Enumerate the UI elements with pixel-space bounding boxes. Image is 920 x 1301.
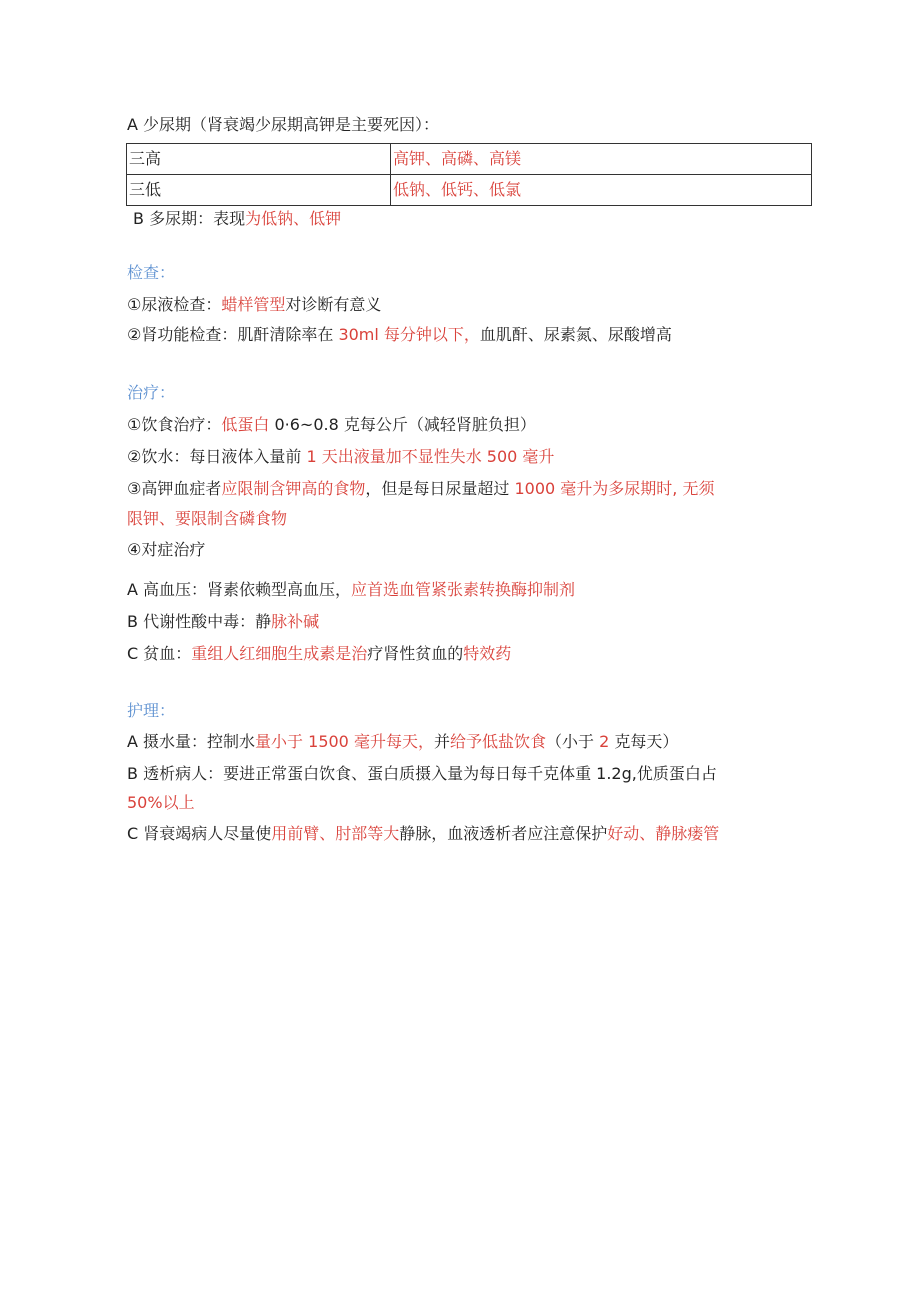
oliguria-title: A 少尿期（肾衰竭少尿期高钾是主要死因）： (127, 115, 440, 134)
polyuria-line (133, 208, 341, 230)
nursing-intake-highlight2: 给予低盐饮食 (449, 732, 546, 751)
exam-urine-prefix: ①尿液检查： (127, 295, 222, 314)
treatment-diet-prefix: ①饮食治疗： (127, 415, 222, 434)
nursing-intake-highlight1: 量小于 1500 毫升每天， (255, 732, 434, 751)
treatment-symptomatic: ④对症治疗 (127, 540, 206, 559)
treatment-diet-highlight: 低蛋白 (221, 415, 270, 434)
treatment-acidosis-highlight: 脉补碱 (271, 612, 320, 631)
treatment-diet-line (127, 414, 536, 436)
nursing-intake-suffix: （小于 (545, 732, 600, 751)
table-row (127, 144, 812, 175)
treatment-water-prefix: ②饮水：每日液体入量前 (127, 447, 307, 466)
treatment-potassium-prefix: ③高钾血症者 (127, 479, 222, 498)
nursing-veins-middle: 静脉，血液透析者应注意保护 (399, 824, 608, 843)
treatment-anemia-line (127, 643, 511, 665)
nursing-dialysis-line: B 透析病人：要进正常蛋白饮食、蛋白质摄入量为每日每千克体重 1.2g,优质蛋白占 (127, 764, 717, 783)
treatment-anemia-highlight2: 特效药 (463, 644, 512, 663)
nursing-heading: 护理： (127, 701, 176, 720)
treatment-diet-suffix: 0·6~0.8 克每公斤（减轻肾脏负担） (269, 415, 536, 434)
polyuria-highlight: 为低钠、低钾 (245, 209, 342, 228)
exam-renal-highlight: 30ml 每分钟以下， (338, 325, 480, 344)
treatment-anemia-prefix: C 贫血： (127, 644, 192, 663)
table-cell-value: 高钾、高磷、高镁 (391, 144, 812, 175)
nursing-veins-highlight2: 好动、静脉瘘管 (607, 824, 720, 843)
treatment-water-highlight: 1 天出液量加不显性失水 500 毫升 (306, 447, 555, 466)
treatment-potassium-middle: ，但是每日尿量超过 (365, 479, 515, 498)
treatment-potassium-line (127, 478, 714, 500)
symptom-table (126, 143, 812, 206)
treatment-potassium-highlight2: 1000 毫升为多尿期时, 无须 (514, 479, 715, 498)
table-cell-value: 低钠、低钙、低氯 (391, 175, 812, 206)
nursing-veins-prefix: C 肾衰竭病人尽量使 (127, 824, 272, 843)
nursing-intake-highlight3: 2 (599, 732, 610, 751)
exam-heading: 检查： (127, 263, 176, 282)
treatment-potassium-highlight1: 应限制含钾高的食物 (221, 479, 366, 498)
table-cell-label: 三低 (127, 175, 391, 206)
treatment-anemia-highlight1: 重组人红细胞生成素是治 (191, 644, 368, 663)
nursing-dialysis-line2: 50%以上 (127, 793, 195, 812)
treatment-anemia-middle: 疗肾性贫血的 (367, 644, 464, 663)
exam-urine-highlight: 蜡样管型 (221, 295, 286, 314)
table-row (127, 175, 812, 206)
nursing-intake-suffix2: 克每天） (609, 732, 679, 751)
treatment-water-line (127, 446, 554, 468)
exam-urine-line (127, 294, 381, 316)
treatment-acidosis-line (127, 611, 319, 633)
nursing-veins-line (127, 823, 719, 845)
nursing-veins-highlight1: 用前臂、肘部等大 (271, 824, 400, 843)
treatment-hypertension-prefix: A 高血压：肾素依赖型高血压， (127, 580, 352, 599)
table-cell-label: 三高 (127, 144, 391, 175)
treatment-hypertension-highlight: 应首选血管紧张素转换酶抑制剂 (351, 580, 576, 599)
exam-urine-suffix: 对诊断有意义 (285, 295, 382, 314)
treatment-hypertension-line (127, 579, 575, 601)
treatment-potassium-line2: 限钾、要限制含磷食物 (127, 509, 288, 528)
exam-renal-suffix: 血肌酐、尿素氮、尿酸增高 (479, 325, 672, 344)
nursing-intake-middle: 并 (433, 732, 450, 751)
nursing-intake-line (127, 731, 678, 753)
exam-renal-line (127, 324, 672, 346)
exam-renal-prefix: ②肾功能检查：肌酐清除率在 (127, 325, 339, 344)
polyuria-prefix: B 多尿期：表现 (133, 209, 246, 228)
treatment-acidosis-prefix: B 代谢性酸中毒：静 (127, 612, 272, 631)
treatment-heading: 治疗： (127, 383, 176, 402)
nursing-intake-prefix: A 摄水量：控制水 (127, 732, 256, 751)
